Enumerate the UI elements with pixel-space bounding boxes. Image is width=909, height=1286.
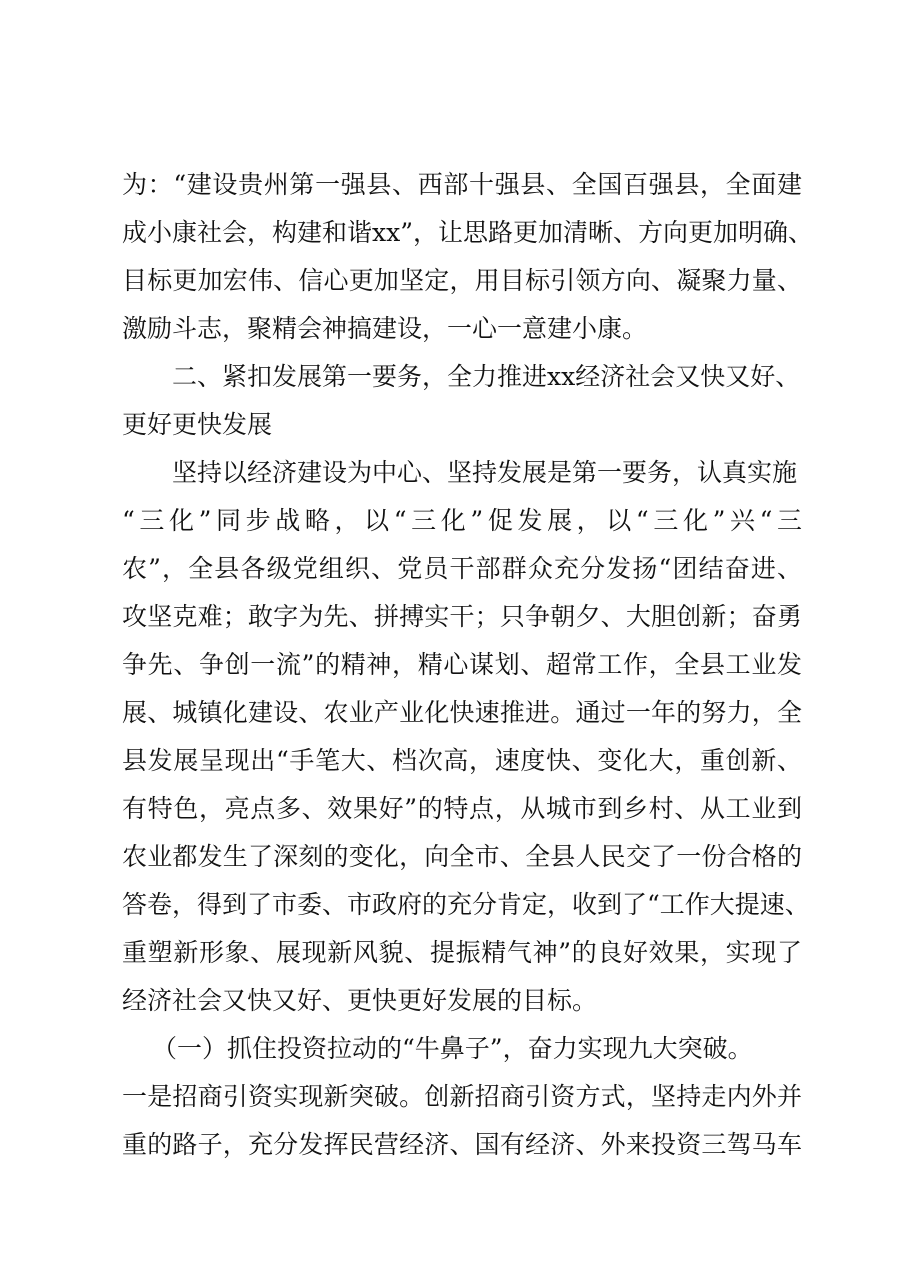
subsection-heading: （一）抓住投资拉动的“牛鼻子”，奋力实现九大突破。 (152, 1034, 753, 1063)
text-line: 争先、争创一流”的精神，精心谋划、超常工作，全县工业发 (122, 650, 802, 679)
text-line: 有特色，亮点多、效果好”的特点，从城市到乡村、从工业到 (122, 794, 802, 823)
text-line: 一是招商引资实现新突破。创新招商引资方式，坚持走内外并 (122, 1082, 802, 1111)
text-line: 农”，全县各级党组织、党员干部群众充分发扬“团结奋进、 (122, 554, 802, 583)
text-line: 目标更加宏伟、信心更加坚定，用目标引领方向、凝聚力量、 (122, 266, 802, 295)
text-line: 为：“建设贵州第一强县、西部十强县、全国百强县，全面建 (122, 170, 802, 199)
text-line: 坚持以经济建设为中心、坚持发展是第一要务，认真实施 (172, 458, 798, 487)
text-line: 重的路子，充分发挥民营经济、国有经济、外来投资三驾马车 (122, 1130, 802, 1159)
text-line: “三化”同步战略，以“三化”促发展，以“三化”兴“三 (122, 506, 802, 535)
text-line: 县发展呈现出“手笔大、档次高，速度快、变化大，重创新、 (122, 746, 802, 775)
text-line: 经济社会又快又好、更快更好发展的目标。 (122, 986, 598, 1015)
section-heading: 二、紧扣发展第一要务，全力推进xx经济社会又快又好、 (172, 362, 801, 391)
section-heading: 更好更快发展 (122, 410, 273, 439)
text-line: 激励斗志，聚精会神搞建设，一心一意建小康。 (122, 314, 648, 343)
text-line: 成小康社会，构建和谐xx”，让思路更加清晰、方向更加明确、 (122, 218, 813, 247)
text-line: 展、城镇化建设、农业产业化快速推进。通过一年的努力，全 (122, 698, 802, 727)
text-line: 答卷，得到了市委、市政府的充分肯定，收到了“工作大提速、 (122, 890, 810, 919)
text-line: 农业都发生了深刻的变化，向全市、全县人民交了一份合格的 (122, 842, 802, 871)
text-line: 攻坚克难；敢字为先、拼搏实干；只争朝夕、大胆创新；奋勇 (122, 602, 802, 631)
text-line: 重塑新形象、展现新风貌、提振精气神”的良好效果，实现了 (122, 938, 802, 967)
